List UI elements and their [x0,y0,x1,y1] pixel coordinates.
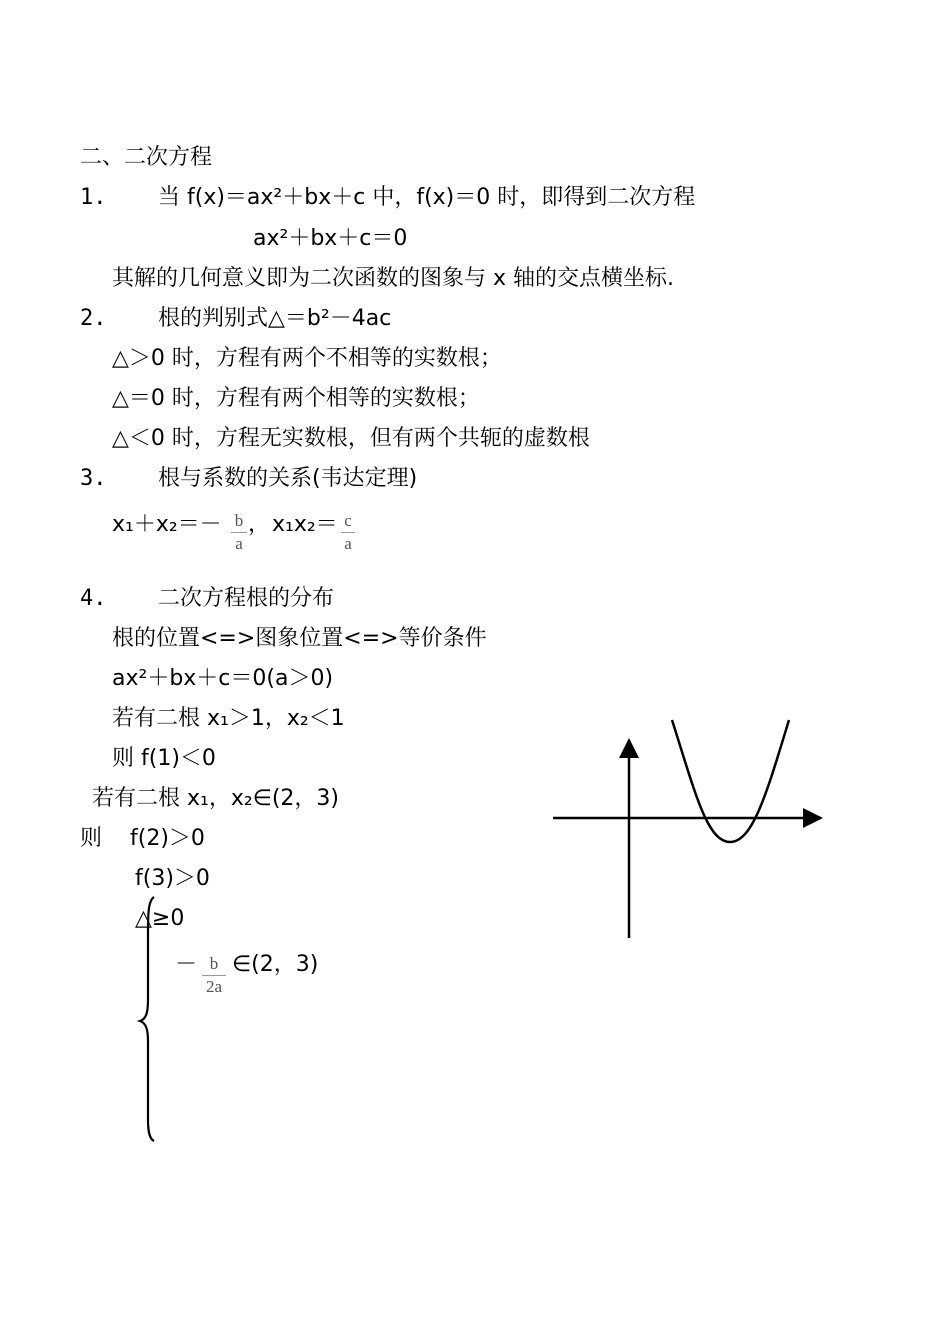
case-1-condition: 则 f(1)＜0 [112,746,216,771]
item-2-text: 根的判别式△＝b²－4ac [158,306,392,331]
case-2-statement: 若有二根 x₁，x₂∈(2，3) [92,786,339,811]
item-4-text: 二次方程根的分布 [158,586,335,611]
left-brace [136,895,166,1145]
parabola-curve [672,720,789,842]
then-word: 则 [80,826,103,851]
parabola-graph [545,712,835,944]
condition-axis-tail: ∈(2，3) [232,952,319,977]
discriminant-negative: △＜0 时，方程无实数根，但有两个共轭的虚数根 [112,426,590,451]
condition-axis-minus: － [175,952,198,977]
distribution-equation: ax²＋bx＋c＝0(a＞0) [112,666,334,691]
case-1-statement: 若有二根 x₁＞1，x₂＜1 [112,706,345,731]
section-title: 二、二次方程 [80,145,213,170]
item-4-number: 4. [80,586,107,611]
item-3-text: 根与系数的关系(韦达定理) [158,466,418,491]
condition-axis-numerator: b [209,954,219,973]
quadratic-equation: ax²＋bx＋c＝0 [253,226,408,251]
vieta-sum-numerator: b [234,511,244,530]
item-3-number: 3. [80,466,107,491]
condition-axis-denominator: 2a [205,977,223,996]
item-2-number: 2. [80,306,107,331]
discriminant-zero: △＝0 时，方程有两个相等的实数根； [112,386,480,411]
vieta-sum-lhs: x₁＋x₂＝－ [112,512,222,537]
vieta-sum-fraction [231,512,247,553]
condition-discriminant: △≥0 [135,906,185,931]
vieta-product-denominator: a [344,534,352,553]
vieta-product-lhs: x₁x₂＝ [272,512,338,537]
item-1-text: 当 f(x)＝ax²＋bx＋c 中，f(x)＝0 时，即得到二次方程 [158,185,696,210]
distribution-header: 根的位置<=>图象位置<=>等价条件 [112,626,487,651]
geometric-meaning: 其解的几何意义即为二次函数的图象与 x 轴的交点横坐标. [112,266,675,291]
condition-f2: f(2)＞0 [130,826,205,851]
discriminant-positive: △＞0 时，方程有两个不相等的实数根； [112,346,502,371]
vieta-product-numerator: c [344,511,352,530]
vieta-separator: ， [248,512,271,537]
vieta-product-fraction [341,512,355,553]
condition-axis-fraction [202,955,226,996]
vieta-sum-denominator: a [235,534,243,553]
condition-f3: f(3)＞0 [135,866,210,891]
item-1-number: 1. [80,185,107,210]
